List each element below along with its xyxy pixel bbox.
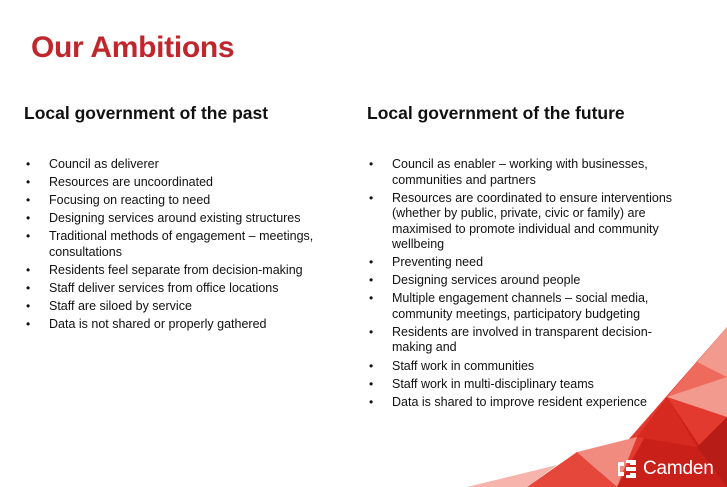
list-item: • Preventing need (367, 255, 687, 271)
slide-title: Our Ambitions (31, 31, 235, 64)
list-item: • Multiple engagement channels – social media, community meetings, participatory budgeting (367, 291, 687, 322)
list-item: • Staff deliver services from office locations (24, 281, 344, 297)
list-item: • Staff are siloed by service (24, 299, 344, 315)
list-item: • Council as enabler – working with businesses, communities and partners (367, 157, 687, 188)
list-item: • Data is shared to improve resident experience (367, 395, 687, 411)
list-item: • Designing services around existing structures (24, 211, 344, 227)
list-item: • Designing services around people (367, 273, 687, 289)
list-item: • Staff work in communities (367, 359, 687, 375)
list-item: • Resources are coordinated to ensure interventions (whether by public, private, civic or family) are maximised to promote individual and community wellbeing (367, 191, 687, 253)
list-item: • Data is not shared or properly gathered (24, 317, 344, 333)
list-item: • Staff work in multi-disciplinary teams (367, 377, 687, 393)
brand-name: Camden (643, 458, 714, 479)
list-item: • Residents feel separate from decision-making (24, 263, 344, 279)
past-heading: Local government of the past (24, 103, 269, 123)
camden-logo-icon (614, 456, 640, 482)
list-item: • Resources are uncoordinated (24, 175, 344, 191)
list-item: • Council as deliverer (24, 157, 344, 173)
list-item: • Residents are involved in transparent decision-making and (367, 325, 687, 356)
past-column (24, 101, 344, 335)
list-item: • Traditional methods of engagement – meetings, consultations (24, 229, 344, 260)
future-heading: Local government of the future (367, 103, 625, 123)
camden-brand (614, 456, 714, 482)
past-list (24, 157, 344, 333)
list-item: • Focusing on reacting to need (24, 193, 344, 209)
